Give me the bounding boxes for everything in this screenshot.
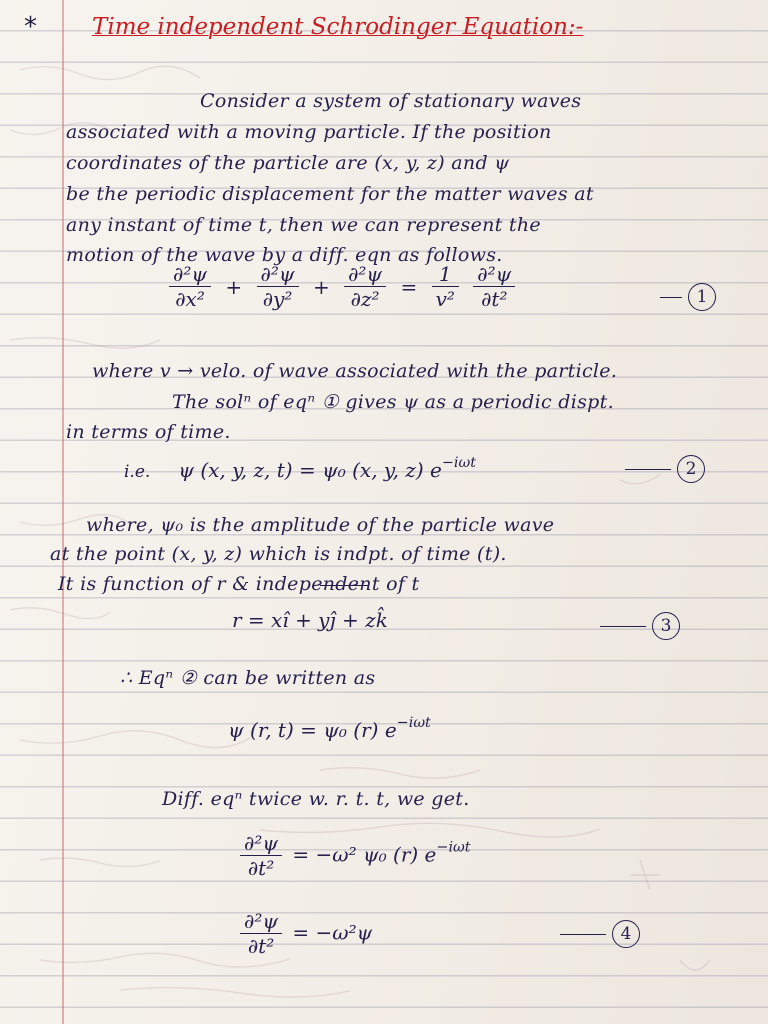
equation-3: r = xî + yĵ + zk̂ bbox=[232, 608, 388, 632]
equation-tag-2: 2 bbox=[625, 455, 705, 483]
intro-line: be the periodic displacement for the matter waves at bbox=[66, 183, 594, 205]
frac-d2psi-dt2: $\frac{\text{∂²ψ}}{\text{∂t²}}$ bbox=[240, 910, 282, 958]
solution-line: The solⁿ of eqⁿ ① gives ψ as a periodic dispt. bbox=[172, 391, 614, 413]
intro-line: coordinates of the particle are (x, y, z) and ψ bbox=[66, 152, 510, 174]
equation-1: $\frac{\text{∂²ψ}}{\text{∂x²}}$ + $\frac{\text{∂²ψ}}{\text{∂y²}}$ + $\frac{\text{∂²ψ}}{\text{∂z²}}$ = $\frac{1}{\text{v²}}$ $\frac{\text{∂²ψ}}{\text{∂t²}}$ bbox=[165, 263, 519, 311]
rewrite-line: ∴ Eqⁿ ② can be written as bbox=[120, 667, 376, 689]
equation-rewritten: ψ (r, t) = ψ₀ (r) $e^{-i\omega t}$ bbox=[228, 715, 431, 743]
intro-line: motion of the wave by a diff. eqn as follows. bbox=[66, 244, 503, 266]
intro-line: associated with a moving particle. If the position bbox=[66, 121, 552, 143]
equation-tag-4: 4 bbox=[560, 920, 640, 948]
solution-line: in terms of time. bbox=[66, 421, 231, 443]
frac-d2psi-dz2: $\frac{\text{∂²ψ}}{\text{∂z²}}$ bbox=[344, 263, 386, 311]
equation-2: i.e. ψ (x, y, z, t) = ψ₀ (x, y, z) $e^{-i\omega t}$ bbox=[124, 455, 477, 483]
intro-line: any instant of time t, then we can represent the bbox=[66, 214, 541, 236]
star-mark: * bbox=[24, 12, 37, 42]
differentiate-line: Diff. eqⁿ twice w. r. t. t, we get. bbox=[162, 788, 470, 810]
amplitude-line: where, ψ₀ is the amplitude of the particle wave bbox=[86, 514, 555, 536]
where-velocity-line: where v → velo. of wave associated with the particle. bbox=[92, 360, 618, 382]
frac-d2psi-dy2: $\frac{\text{∂²ψ}}{\text{∂y²}}$ bbox=[257, 263, 299, 311]
frac-d2psi-dt2: $\frac{\text{∂²ψ}}{\text{∂t²}}$ bbox=[473, 263, 515, 311]
equation-4: $\frac{\text{∂²ψ}}{\text{∂t²}}$ = −ω²ψ bbox=[236, 910, 372, 958]
frac-d2psi-dt2: $\frac{\text{∂²ψ}}{\text{∂t²}}$ bbox=[240, 832, 282, 880]
equation-second-derivative: $\frac{\text{∂²ψ}}{\text{∂t²}}$ = −ω² ψ₀ (r) $e^{-i\omega t}$ bbox=[236, 832, 471, 880]
amplitude-line: at the point (x, y, z) which is indpt. of time (t). bbox=[50, 543, 507, 565]
intro-line: Consider a system of stationary waves bbox=[200, 90, 582, 112]
equation-tag-1: 1 bbox=[660, 283, 716, 311]
page-title: Time independent Schrodinger Equation:- bbox=[92, 14, 584, 40]
equation-tag-3: 3 bbox=[600, 612, 680, 640]
margin-line bbox=[62, 0, 64, 1024]
scribble-strike bbox=[320, 585, 368, 586]
frac-d2psi-dx2: $\frac{\text{∂²ψ}}{\text{∂x²}}$ bbox=[169, 263, 211, 311]
amplitude-line: It is function of r & independent of t bbox=[58, 573, 420, 595]
frac-1-v2: $\frac{1}{\text{v²}}$ bbox=[432, 263, 459, 311]
